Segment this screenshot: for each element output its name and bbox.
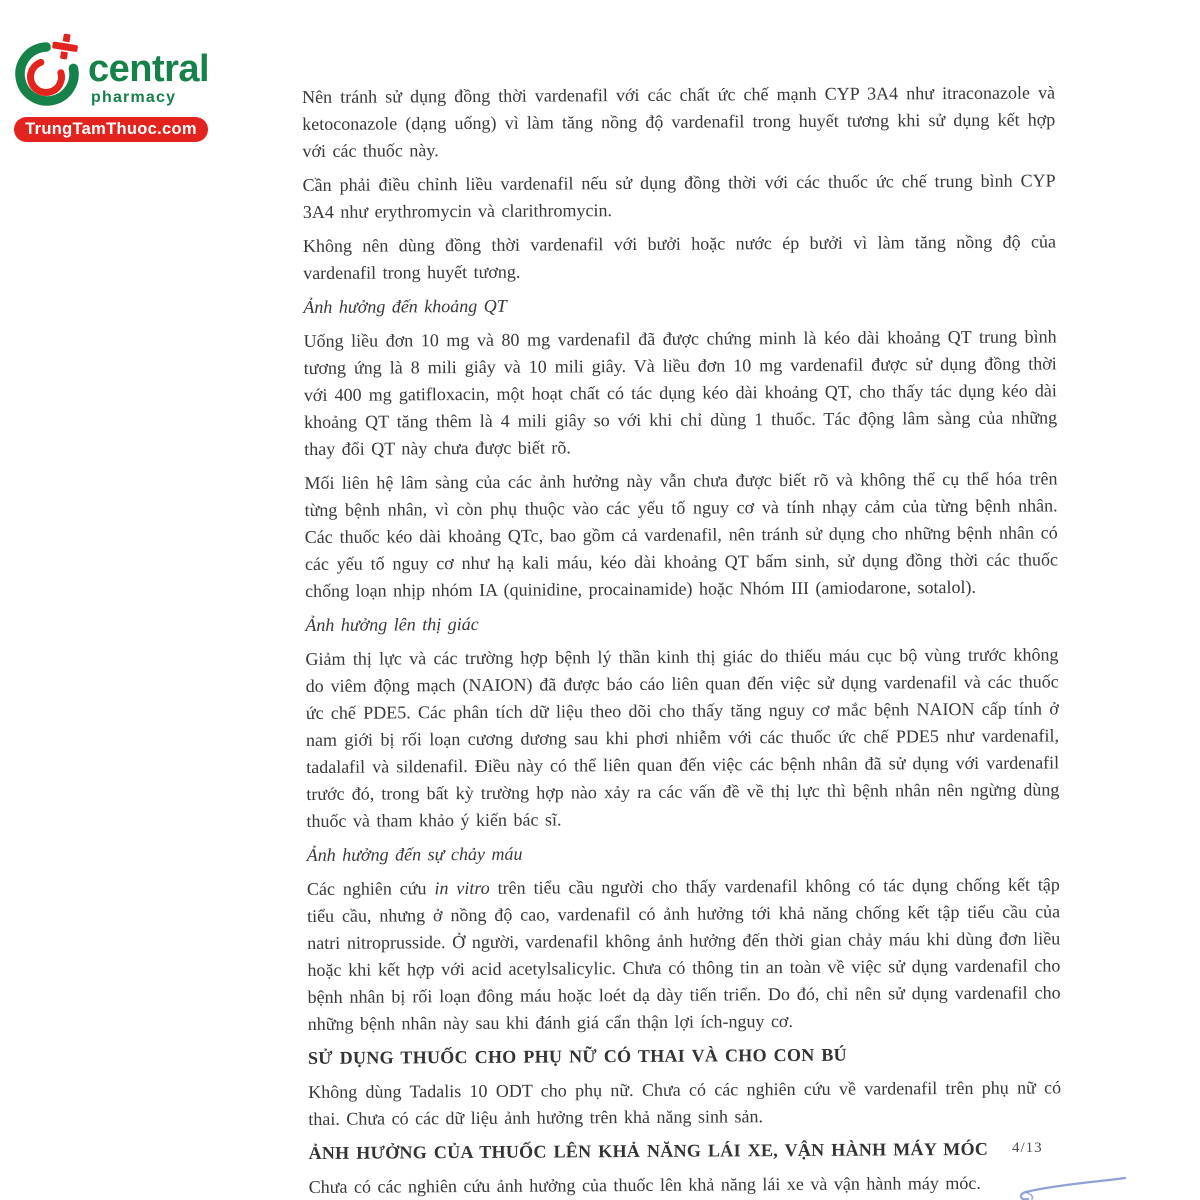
paragraph-qt-clinical-relation: Mối liên hệ lâm sàng của các ảnh hưởng này vẫn chưa được biết rõ và không thể cụ thể hóa trên từng bệnh nhân, vì còn phụ thuộc vào các yếu tố nguy cơ và tính nhạy cảm của từng bệnh nhân. Các thuốc kéo dài khoảng QTc, bao gồm cả vardenafil, nên tránh sử dụng cho những bệnh nhân có các yếu tố nguy cơ như hạ kali máu, kéo dài khoảng QT bẩm sinh, sử dụng đồng thời các thuốc chống loạn nhịp nhóm IA (quinidine, procainamide) hoặc Nhóm III (amiodarone, sotalol).	[304, 468, 1058, 601]
paragraph-driving: Chưa có các nghiên cứu ảnh hưởng của thuốc lên khả năng lái xe và vận hành máy móc.	[308, 1172, 981, 1197]
bleeding-text-rest: trên tiểu cầu người cho thấy vardenafil không có tác dụng chống kết tập tiểu cầu, nhưng ở nồng độ cao, vardenafil có ảnh hưởng tới khả năng chống kết tập tiểu cầu của natri nitroprusside. Ở người, vardenafil không ảnh hưởng đến thời gian chảy máu khi dùng đơn liều hoặc khi kết hợp với acid acetylsalicylic. Chưa có thông tin an toàn về việc sử dụng vardenafil cho bệnh nhân bị rối loạn đông máu hoặc loét dạ dày tiến triển. Do đó, chỉ nên sử dụng vardenafil cho những bệnh nhân này sau khi đánh giá cẩn thận lợi ích-nguy cơ.	[307, 874, 1061, 1034]
central-pharmacy-logo	[12, 26, 227, 146]
paragraph-cyp3a4-strong-inhibitors: Nên tránh sử dụng đồng thời vardenafil với các chất ức chế mạnh CYP 3A4 như itraconazole và ketoconazole (dạng uống) vì làm tăng nồng độ vardenafil trong huyết tương khi sử dụng kết hợp với các thuốc này.	[302, 82, 1056, 161]
central-pharmacy-logo-icon	[14, 32, 84, 110]
subheading-bleeding-effects: Ảnh hưởng đến sự chảy máu	[306, 843, 523, 865]
logo-website-badge: TrungTamThuoc.com	[14, 117, 208, 142]
subheading-vision-effects: Ảnh hưởng lên thị giác	[305, 613, 479, 635]
paragraph-qt-doses: Uống liều đơn 10 mg và 80 mg vardenafil đã được chứng minh là kéo dài khoảng QT trung bình tương ứng là 8 mili giây và 10 mili giây. Và liều đơn 10 mg vardenafil được sử dụng đồng thời với 400 mg gatifloxacin, một hoạt chất có tác dụng kéo dài khoảng QT, cho thấy tác dụng kéo dài khoảng QT tăng thêm là 4 mili giây so với khi chỉ dùng 1 thuốc. Tác động lâm sàng của những thay đổi QT này chưa được biết rõ.	[303, 326, 1058, 459]
section-heading-driving: ẢNH HƯỞNG CỦA THUỐC LÊN KHẢ NĂNG LÁI XE, VẬN HÀNH MÁY MÓC	[308, 1138, 989, 1163]
plus-icon	[50, 32, 81, 62]
paragraph-grapefruit: Không nên dùng đồng thời vardenafil với bưởi hoặc nước ép bưởi vì làm tăng nồng độ của vardenafil trong huyết tương.	[302, 231, 1057, 283]
logo-brand-text: central	[88, 48, 210, 90]
bleeding-text-lead: Các nghiên cứu	[306, 878, 435, 899]
paragraph-naion: Giảm thị lực và các trường hợp bệnh lý thần kinh thị giác do thiếu máu cục bộ vùng trước không do viêm động mạch (NAION) đã được báo cáo liên quan đến việc sử dụng vardenafil và các thuốc ức chế PDE5. Các phân tích dữ liệu theo dõi cho thấy tăng nguy cơ mắc bệnh NAION cấp tính ở nam giới bị rối loạn cương dương sau khi phơi nhiễm với các thuốc ức chế PDE5 như vardenafil, tadalafil và sildenafil. Điều này có thể liên quan đến việc các bệnh nhân đã sử dụng với vardenafil trước đó, trong bất kỳ trường hợp nào xảy ra các vấn đề về thị lực thì bệnh nhân nên ngừng dùng thuốc và tham khảo ý kiến bác sĩ.	[305, 644, 1060, 831]
section-heading-pregnancy: SỬ DỤNG THUỐC CHO PHỤ NỮ CÓ THAI VÀ CHO CON BÚ	[307, 1044, 848, 1068]
subheading-qt-interval: Ảnh hưởng đến khoảng QT	[303, 295, 507, 317]
page-number: 4/13	[1012, 1140, 1043, 1156]
in-vitro-italic: in vitro	[434, 877, 490, 899]
document-body	[302, 79, 1062, 1200]
paragraph-pregnancy: Không dùng Tadalis 10 ODT cho phụ nữ. Chưa có các nghiên cứu về vardenafil trên phụ nữ có thai. Chưa có các dữ liệu ảnh hưởng trên khả năng sinh sản.	[308, 1077, 1062, 1129]
paragraph-cyp3a4-moderate-inhibitors: Cần phải điều chỉnh liều vardenafil nếu sử dụng đồng thời với các thuốc ức chế trung bình CYP 3A4 như erythromycin và clarithromycin.	[302, 170, 1056, 222]
paragraph-bleeding	[307, 871, 1061, 1038]
pen-stroke-icon	[1012, 1176, 1142, 1200]
logo-sub-text: pharmacy	[91, 89, 177, 106]
